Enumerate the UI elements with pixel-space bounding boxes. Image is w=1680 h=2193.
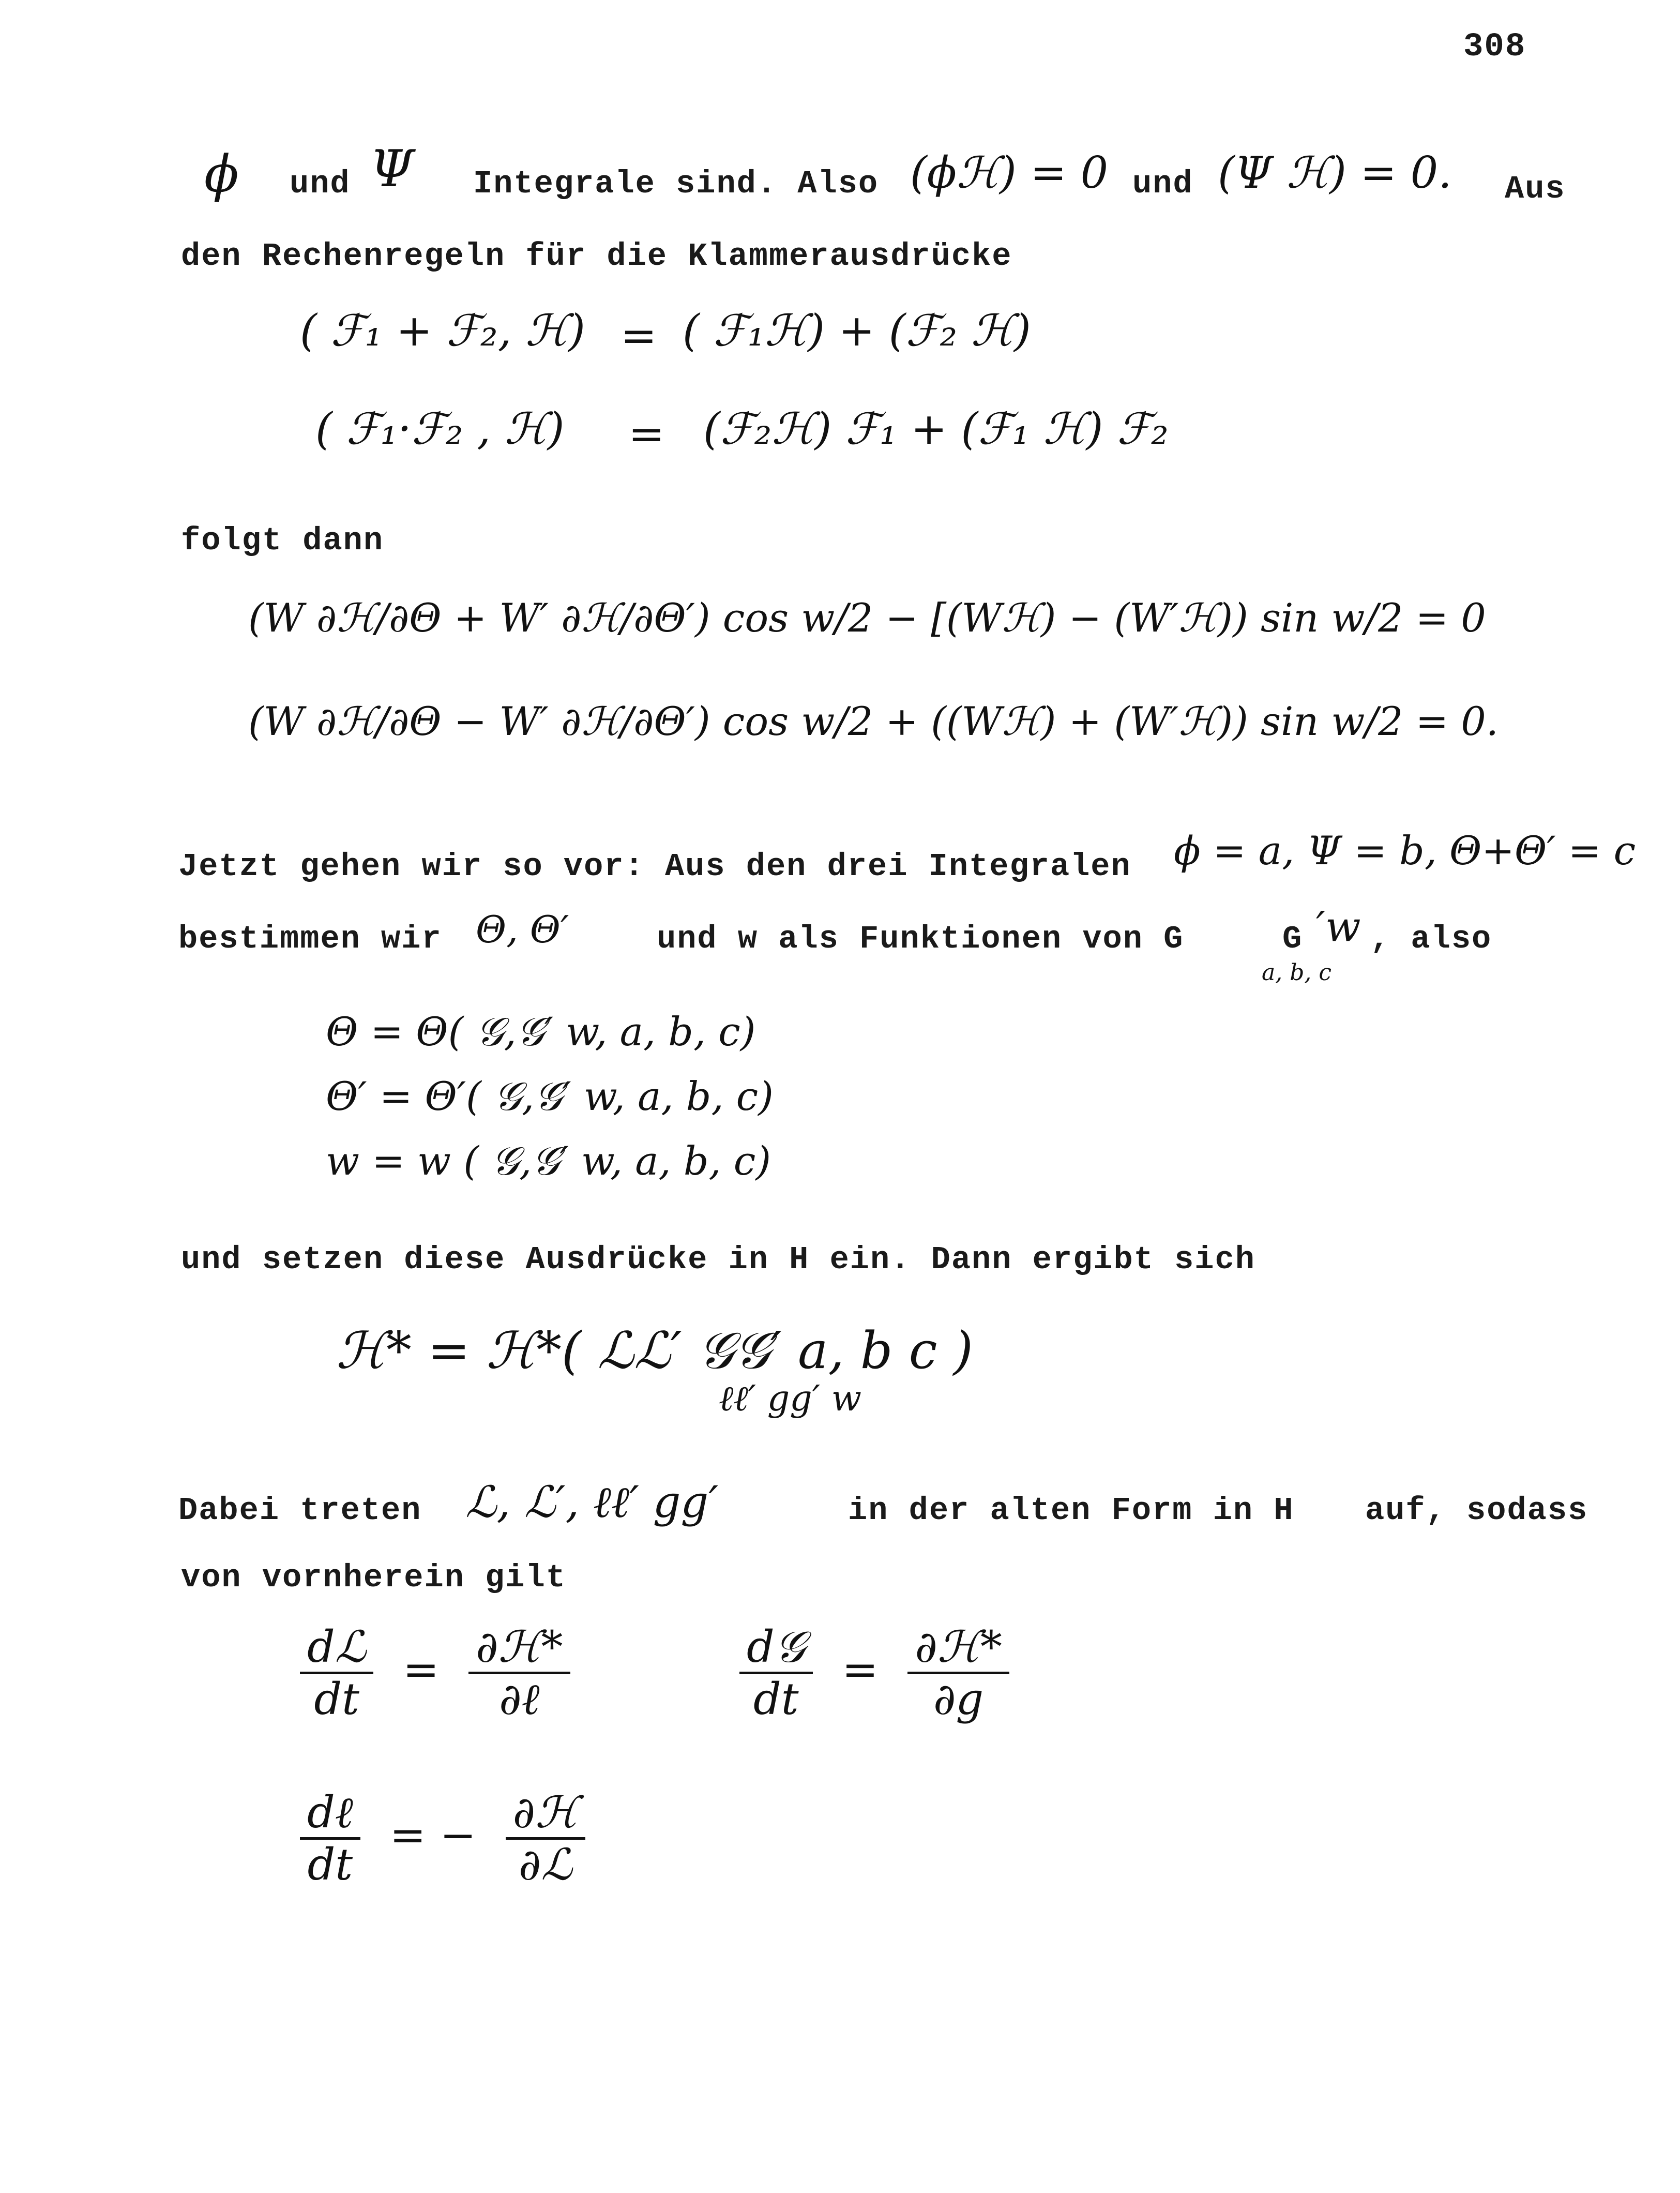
integrals-values: ϕ = a, Ψ = b, Θ+Θ′ = c (1174, 828, 1636, 874)
diff-eq-3 (300, 1787, 585, 1890)
line1-aus: Aus (1505, 171, 1566, 207)
hstar-row2: ℓℓ′ 𝑔𝑔′ w (719, 1378, 862, 1419)
diff-eq-3-rden: ∂ℒ (518, 1839, 572, 1890)
rule1-rhs: ( ℱ₁ℋ) + (ℱ₂ ℋ) (683, 305, 1031, 356)
w-subscript: a, b, c (1262, 959, 1331, 986)
diff-eq-1-num: dℒ (300, 1624, 373, 1674)
eq-phi-h: (ϕℋ) = 0 (910, 147, 1109, 198)
line1-und-2: und (1132, 166, 1193, 202)
line5-g-prime: G (1282, 921, 1303, 957)
variables-list: ℒ, ℒ′, ℓℓ′ 𝑔𝑔′ (465, 1477, 719, 1527)
rule1-eq: = (620, 310, 657, 361)
diff-eq-3-den: dt (307, 1839, 353, 1890)
psi-symbol: Ψ (370, 140, 414, 199)
diff-eq-2-rnum: ∂ℋ* (907, 1624, 1009, 1674)
diff-eq-1-eq: = (402, 1644, 440, 1695)
diff-eq-2-eq: = (842, 1644, 879, 1695)
solution-theta: Θ = Θ( 𝒢,𝒢′ w, a, b, c) (326, 1009, 756, 1055)
line2-rechenregeln: den Rechenregeln für die Klammerausdrücke (181, 238, 1012, 275)
line3-folgt-dann: folgt dann (181, 522, 384, 559)
line7-sodass: auf, sodass (1365, 1492, 1588, 1529)
phi-symbol: ϕ (204, 145, 239, 204)
line1-integrale: Integrale sind. Also (473, 166, 879, 202)
rule2-eq: = (628, 409, 665, 459)
line4-jetzt: Jetzt gehen wir so vor: Aus den drei Integralen (178, 848, 1131, 885)
diff-eq-1 (300, 1621, 570, 1725)
diff-eq-2 (739, 1621, 1009, 1725)
line6-setzen: und setzen diese Ausdrücke in H ein. Dann ergibt sich (181, 1241, 1255, 1278)
rule1-lhs: ( ℱ₁ + ℱ₂, ℋ) (300, 305, 585, 356)
diff-eq-3-rnum: ∂ℋ (506, 1790, 585, 1840)
solution-theta-prime: Θ′ = Θ′( 𝒢,𝒢′ w, a, b, c) (326, 1073, 774, 1119)
line1-und-1: und (290, 166, 351, 202)
diff-eq-2-den: dt (753, 1674, 799, 1725)
page-number: 308 (1463, 28, 1526, 66)
eq-psi-h: (Ψ ℋ) = 0. (1218, 147, 1452, 198)
hstar-expression: ℋ* = ℋ*( ℒℒ′ 𝒢𝒢′ a, b c ) (336, 1321, 973, 1380)
w-variable: ′w (1316, 903, 1361, 951)
line5-funktionen: und w als Funktionen von G (657, 921, 1184, 957)
diff-eq-2-num: d𝒢 (739, 1624, 813, 1674)
diff-eq-2-rden: ∂𝑔 (933, 1674, 984, 1725)
equation-a: (W ∂ℋ/∂Θ + W′ ∂ℋ/∂Θ′) cos w/2 − [(Wℋ) − (W′ℋ)) sin w/2 = 0 (248, 595, 1486, 641)
rule2-rhs: (ℱ₂ℋ) ℱ₁ + (ℱ₁ ℋ) ℱ₂ (703, 403, 1169, 454)
rule2-lhs: ( ℱ₁·ℱ₂ , ℋ) (315, 403, 565, 454)
equation-b: (W ∂ℋ/∂Θ − W′ ∂ℋ/∂Θ′) cos w/2 + ((Wℋ) + (W′ℋ)) sin w/2 = 0. (248, 698, 1499, 744)
diff-eq-3-num: dℓ (300, 1790, 360, 1840)
line5-also: , also (1370, 921, 1492, 957)
line8-vornherein: von vornherein gilt (181, 1559, 566, 1596)
diff-eq-1-rden: ∂ℓ (499, 1674, 540, 1725)
solution-w: w = w ( 𝒢,𝒢′ w, a, b, c) (326, 1138, 771, 1184)
theta-pair: Θ, Θ′ (476, 908, 569, 951)
diff-eq-1-rnum: ∂ℋ* (468, 1624, 570, 1674)
diff-eq-3-eq: = − (389, 1809, 476, 1860)
line5-bestimmen: bestimmen wir (178, 921, 442, 957)
line7-alten-form: in der alten Form in H (848, 1492, 1294, 1529)
line7-dabei: Dabei treten (178, 1492, 422, 1529)
diff-eq-1-den: dt (314, 1674, 359, 1725)
